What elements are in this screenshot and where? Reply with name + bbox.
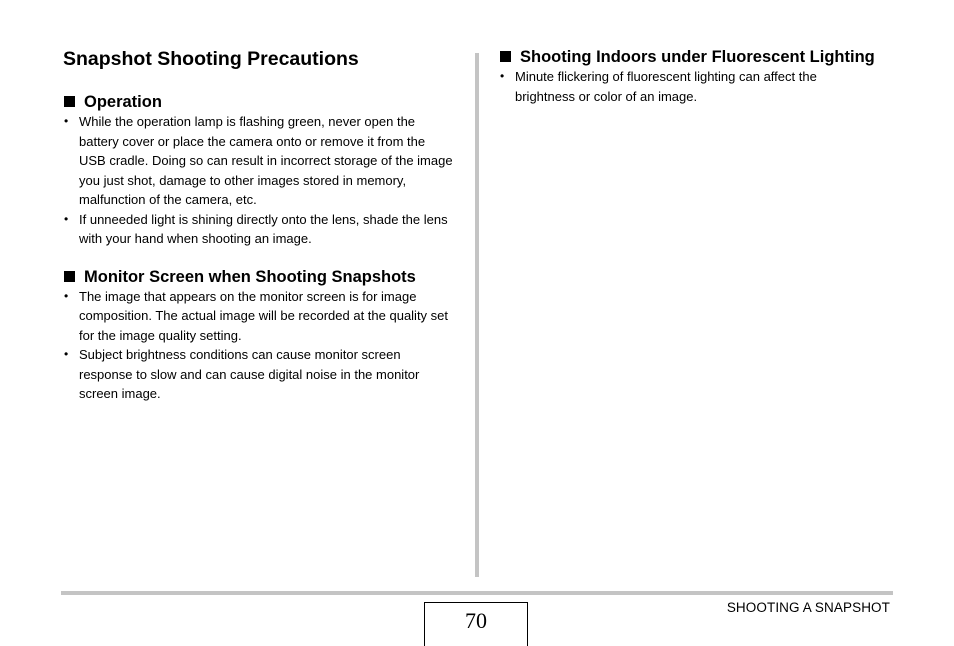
fluorescent-lighting-list — [499, 67, 879, 106]
list-item: • The image that appears on the monitor screen is for image composition. The actual image will be recorded at the quality set for the image quality setting. — [63, 287, 455, 346]
list-item: • While the operation lamp is flashing green, never open the battery cover or place the camera onto or remove it from the USB cradle. Doing so can result in incorrect storage of the image you just shot, damage to other images stored in memory, malfunction of the camera, etc. — [63, 112, 455, 210]
section-heading-operation: Operation — [63, 92, 455, 112]
list-item: • Minute flickering of fluorescent lighting can affect the brightness or color of an image. — [499, 67, 879, 106]
square-bullet-icon — [500, 51, 511, 62]
footer-rule — [61, 591, 893, 595]
page-number: 70 — [424, 602, 528, 646]
square-bullet-icon — [64, 96, 75, 107]
section-heading-fluorescent-lighting: Shooting Indoors under Fluorescent Lighting — [499, 47, 879, 67]
monitor-screen-list — [63, 287, 455, 404]
operation-list — [63, 112, 455, 249]
right-column — [499, 47, 879, 106]
section-heading-monitor-screen: Monitor Screen when Shooting Snapshots — [63, 267, 455, 287]
square-bullet-icon — [64, 271, 75, 282]
column-divider — [475, 53, 479, 577]
list-item: • If unneeded light is shining directly onto the lens, shade the lens with your hand when shooting an image. — [63, 210, 455, 249]
list-item: • Subject brightness conditions can cause monitor screen response to slow and can cause digital noise in the monitor screen image. — [63, 345, 455, 404]
left-column — [63, 46, 455, 404]
chapter-label: SHOOTING A SNAPSHOT — [726, 600, 890, 615]
page-title: Snapshot Shooting Precautions — [63, 48, 359, 70]
